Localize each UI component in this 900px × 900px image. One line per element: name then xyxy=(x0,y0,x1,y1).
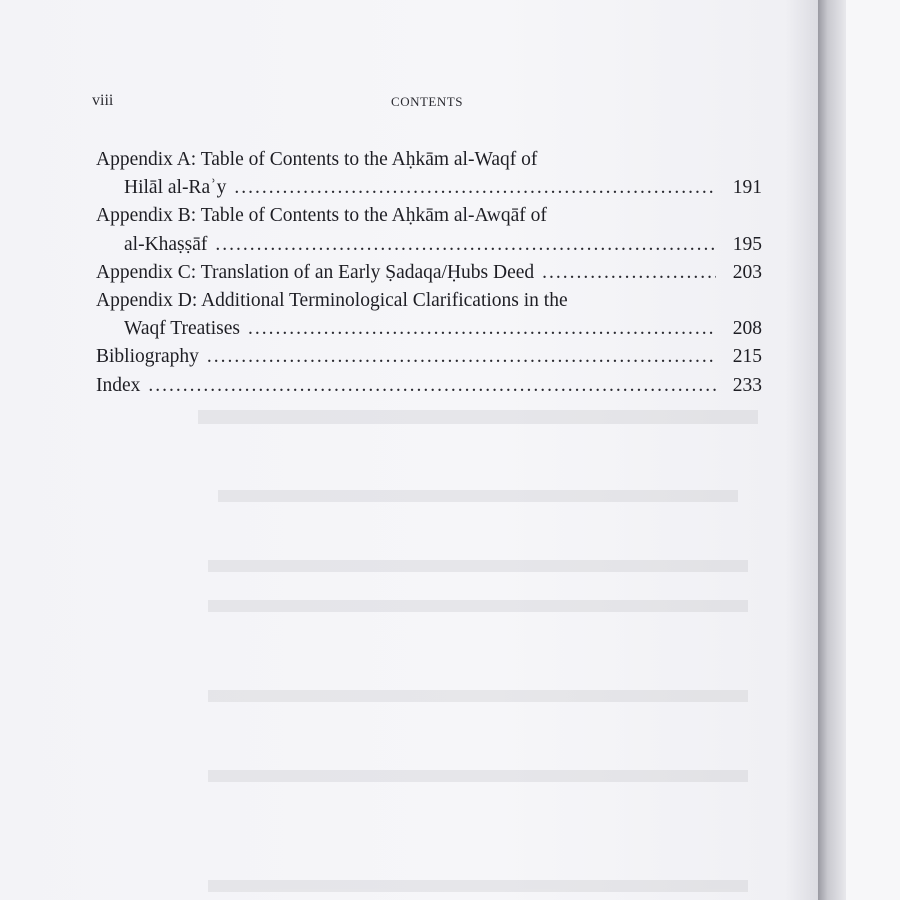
toc-entry-appendix-b xyxy=(92,202,762,258)
leader-dots xyxy=(215,231,716,259)
toc-entry-title: Appendix A: Table of Contents to the Aḥkām al-Waqf of xyxy=(96,149,538,170)
page-number: 208 xyxy=(732,318,762,340)
leader-dots xyxy=(248,315,716,343)
page-folio: viii xyxy=(92,92,114,109)
toc-entry-appendix-c xyxy=(92,259,762,287)
toc-entry-title: Appendix C: Translation of an Early Ṣadaqa/Ḥubs Deed xyxy=(96,261,535,283)
page-number: 233 xyxy=(732,374,762,396)
book-gutter-shadow xyxy=(818,0,846,900)
toc-entry-appendix-a xyxy=(92,146,762,202)
table-of-contents xyxy=(92,146,762,400)
page-number: 191 xyxy=(732,177,762,199)
toc-entry-bibliography xyxy=(92,343,762,371)
page-number: 215 xyxy=(732,346,762,368)
running-head-title: CONTENTS xyxy=(391,94,463,109)
toc-entry-index xyxy=(92,372,762,400)
toc-entry-title-continued: Waqf Treatises xyxy=(124,318,240,340)
toc-entry-title: Bibliography xyxy=(96,346,199,368)
toc-entry-title: Appendix D: Additional Terminological Clarifications in the xyxy=(96,290,568,312)
next-page-edge xyxy=(846,0,900,900)
toc-entry-title: Appendix B: Table of Contents to the Aḥkām al-Awqāf of xyxy=(96,205,547,227)
leader-dots xyxy=(542,259,716,287)
toc-entry-title: Index xyxy=(96,374,141,396)
leader-dots xyxy=(207,343,716,371)
toc-entry-title-continued: al-Khaṣṣāf xyxy=(124,233,208,255)
page-number: 203 xyxy=(732,261,762,283)
leader-dots xyxy=(148,372,716,400)
running-head xyxy=(92,92,762,114)
page-number: 195 xyxy=(732,233,762,255)
toc-entry-appendix-d xyxy=(92,287,762,343)
leader-dots xyxy=(234,174,716,202)
toc-entry-title-continued: Hilāl al-Raʾy xyxy=(124,177,227,199)
